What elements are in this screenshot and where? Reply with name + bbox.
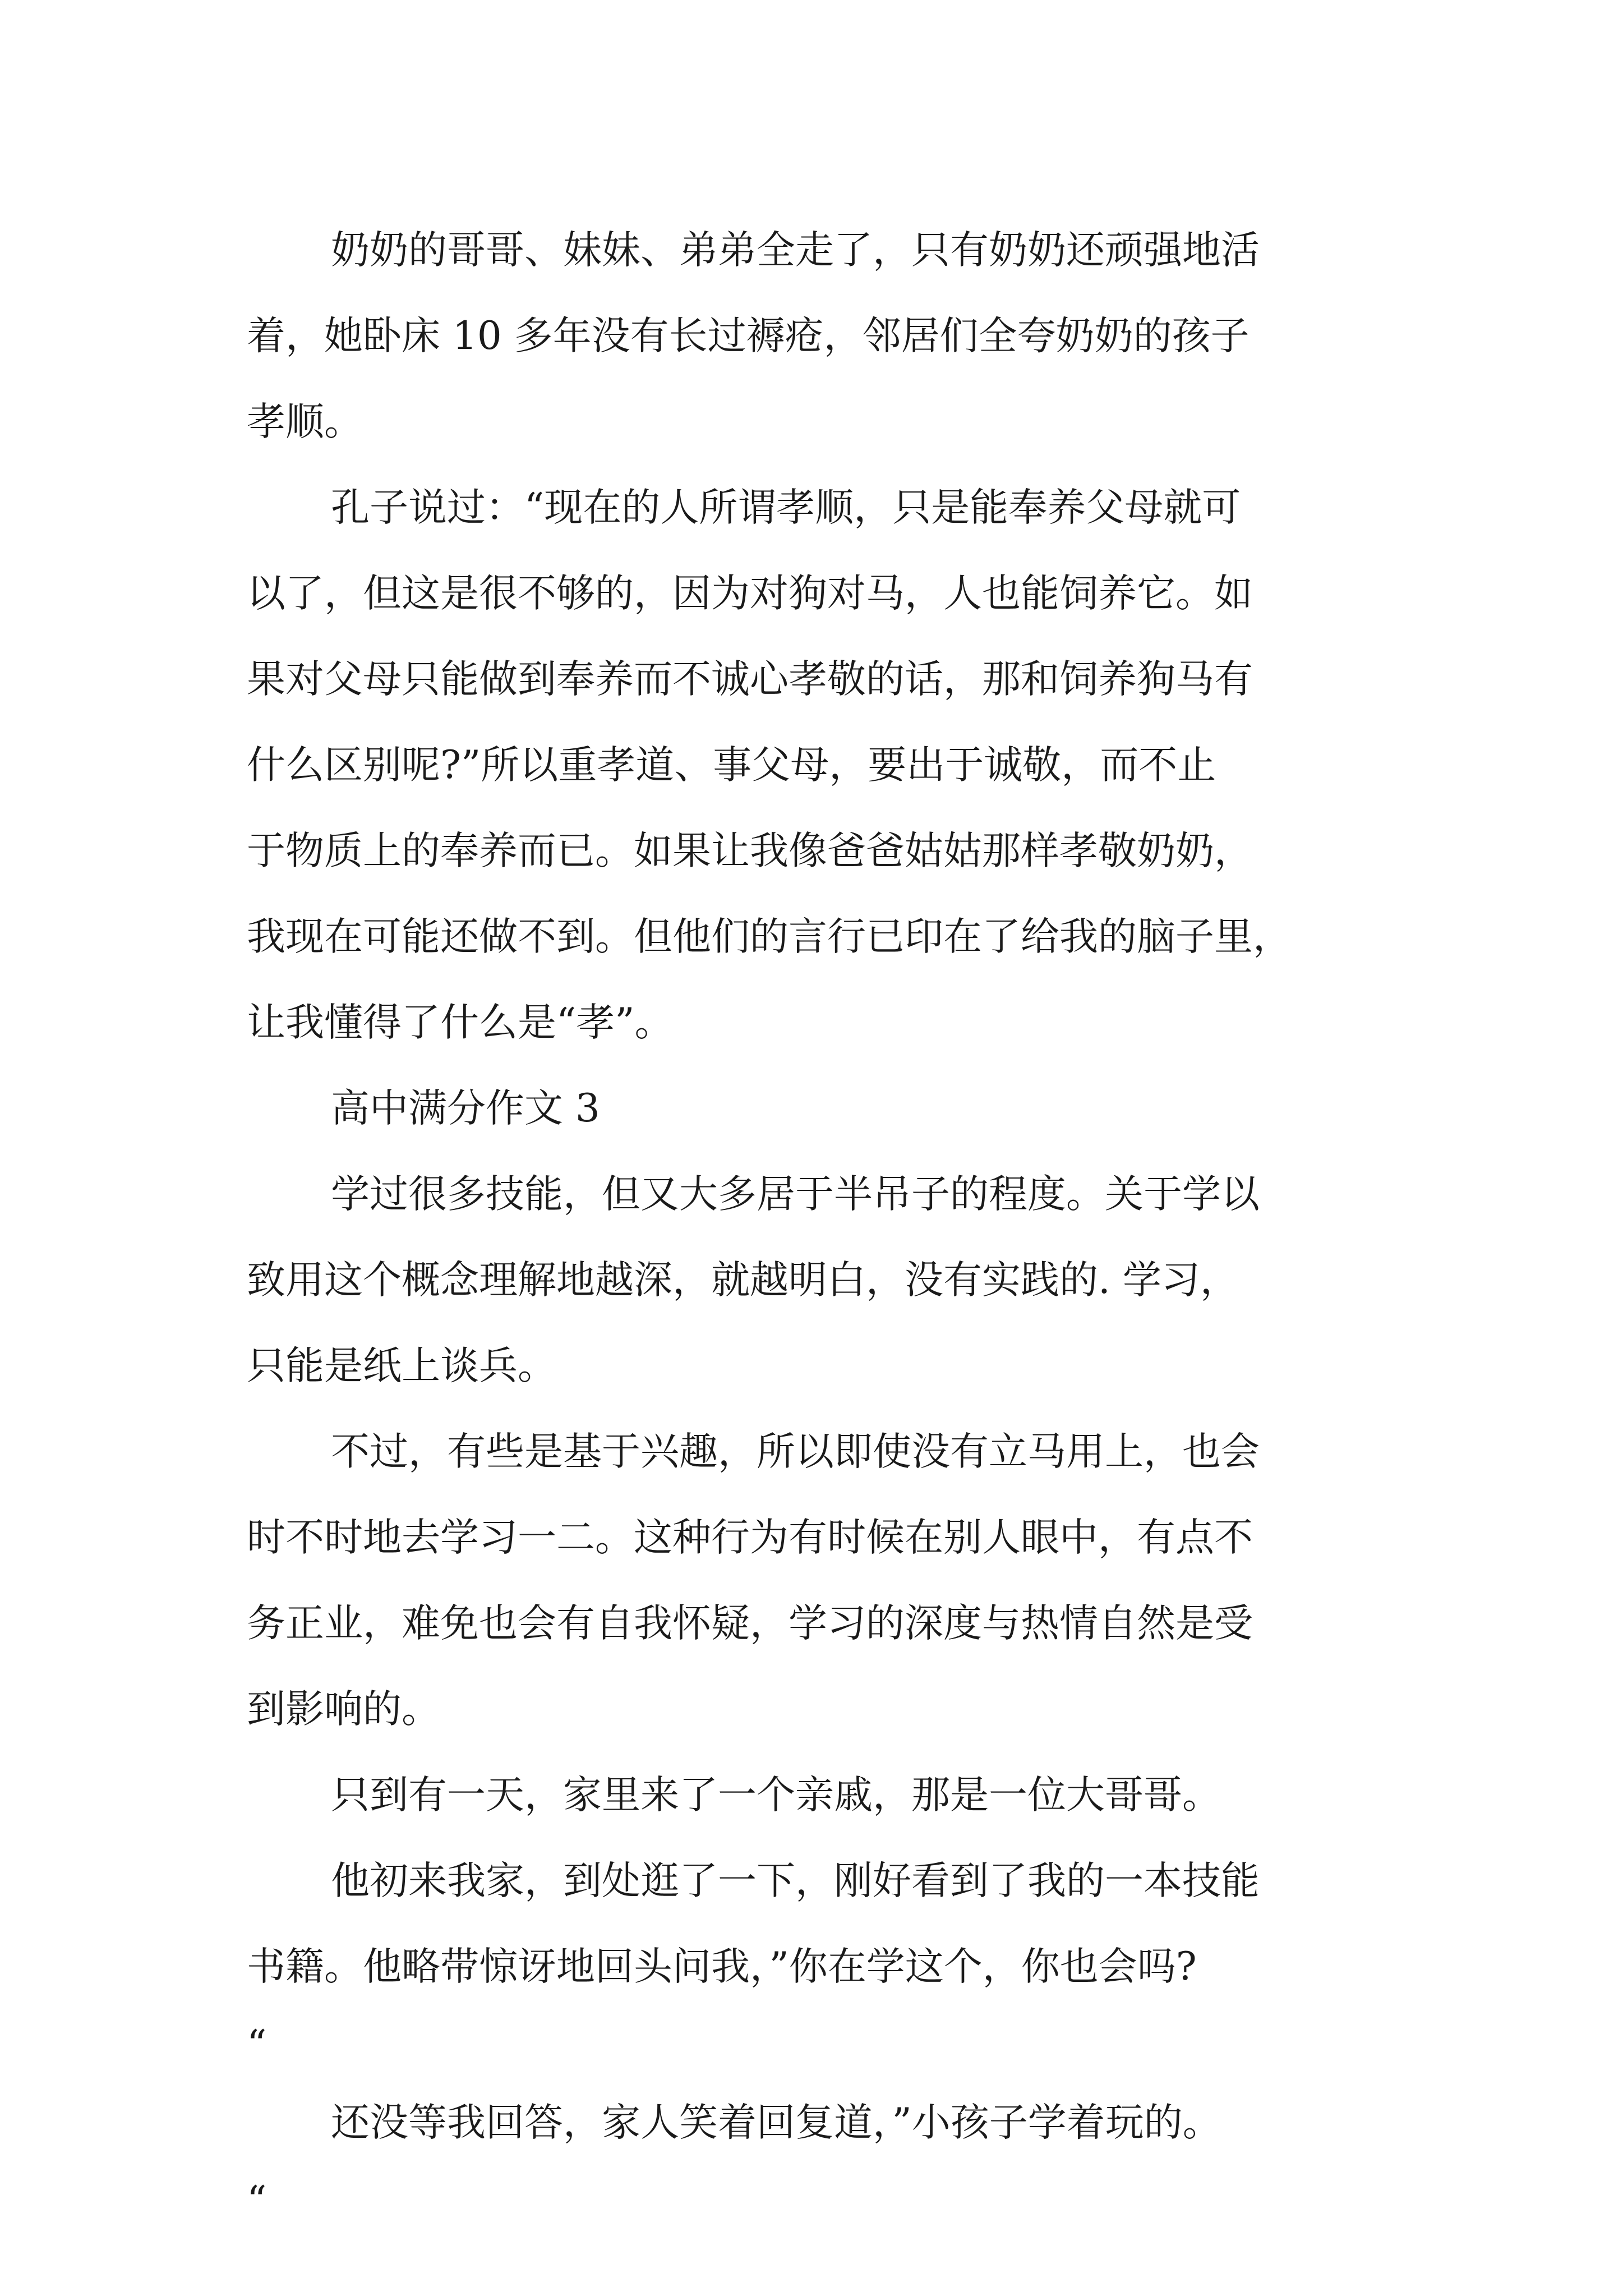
essay-text <box>247 208 1391 2236</box>
text-line: 只到有一天，家里来了一个亲戚，那是一位大哥哥。 <box>331 1773 1221 1818</box>
text-line: 我现在可能还做不到。但他们的言行已印在了给我的脑子里， <box>247 914 1292 959</box>
text-line: 果对父母只能做到奉养而不诚心孝敬的话，那和饲养狗马有 <box>247 657 1253 702</box>
text-line: 孔子说过：“现在的人所谓孝顺，只是能奉养父母就可 <box>331 485 1241 530</box>
text-line: 还没等我回答，家人笑着回复道，”小孩子学着玩的。 <box>331 2100 1221 2145</box>
text-line: 不过，有些是基于兴趣，所以即使没有立马用上，也会 <box>331 1429 1260 1474</box>
text-line: 让我懂得了什么是“孝”。 <box>247 1000 674 1045</box>
text-line: 奶奶的哥哥、妹妹、弟弟全走了，只有奶奶还顽强地活 <box>331 228 1260 273</box>
text-line: 什么区别呢?”所以重孝道、事父母，要出于诚敬，而不止 <box>247 743 1216 788</box>
text-line: “ <box>247 2022 267 2067</box>
section-heading: 高中满分作文 3 <box>331 1086 600 1131</box>
text-line: 孝顺。 <box>247 399 363 444</box>
text-line: 只能是纸上谈兵。 <box>247 1343 556 1388</box>
text-line: 于物质上的奉养而已。如果让我像爸爸姑姑那样孝敬奶奶， <box>247 829 1253 873</box>
text-line: 致用这个概念理解地越深，就越明白，没有实践的. 学习， <box>247 1258 1239 1303</box>
text-line: 学过很多技能，但又大多居于半吊子的程度。关于学以 <box>331 1172 1260 1217</box>
text-line: “ <box>247 2178 267 2223</box>
text-line: 书籍。他略带惊讶地回头问我，”你在学这个，你也会吗? <box>247 1944 1197 1989</box>
text-line: 着，她卧床 10 多年没有长过褥疮，邻居们全夸奶奶的孩子 <box>247 314 1249 358</box>
text-line: 务正业，难免也会有自我怀疑，学习的深度与热情自然是受 <box>247 1601 1253 1646</box>
text-line: 他初来我家，到处逛了一下，刚好看到了我的一本技能 <box>331 1858 1260 1903</box>
text-line: 到影响的。 <box>247 1687 440 1732</box>
text-line: 时不时地去学习一二。这种行为有时候在别人眼中，有点不 <box>247 1515 1253 1560</box>
text-line: 以了，但这是很不够的，因为对狗对马，人也能饲养它。如 <box>247 571 1253 616</box>
